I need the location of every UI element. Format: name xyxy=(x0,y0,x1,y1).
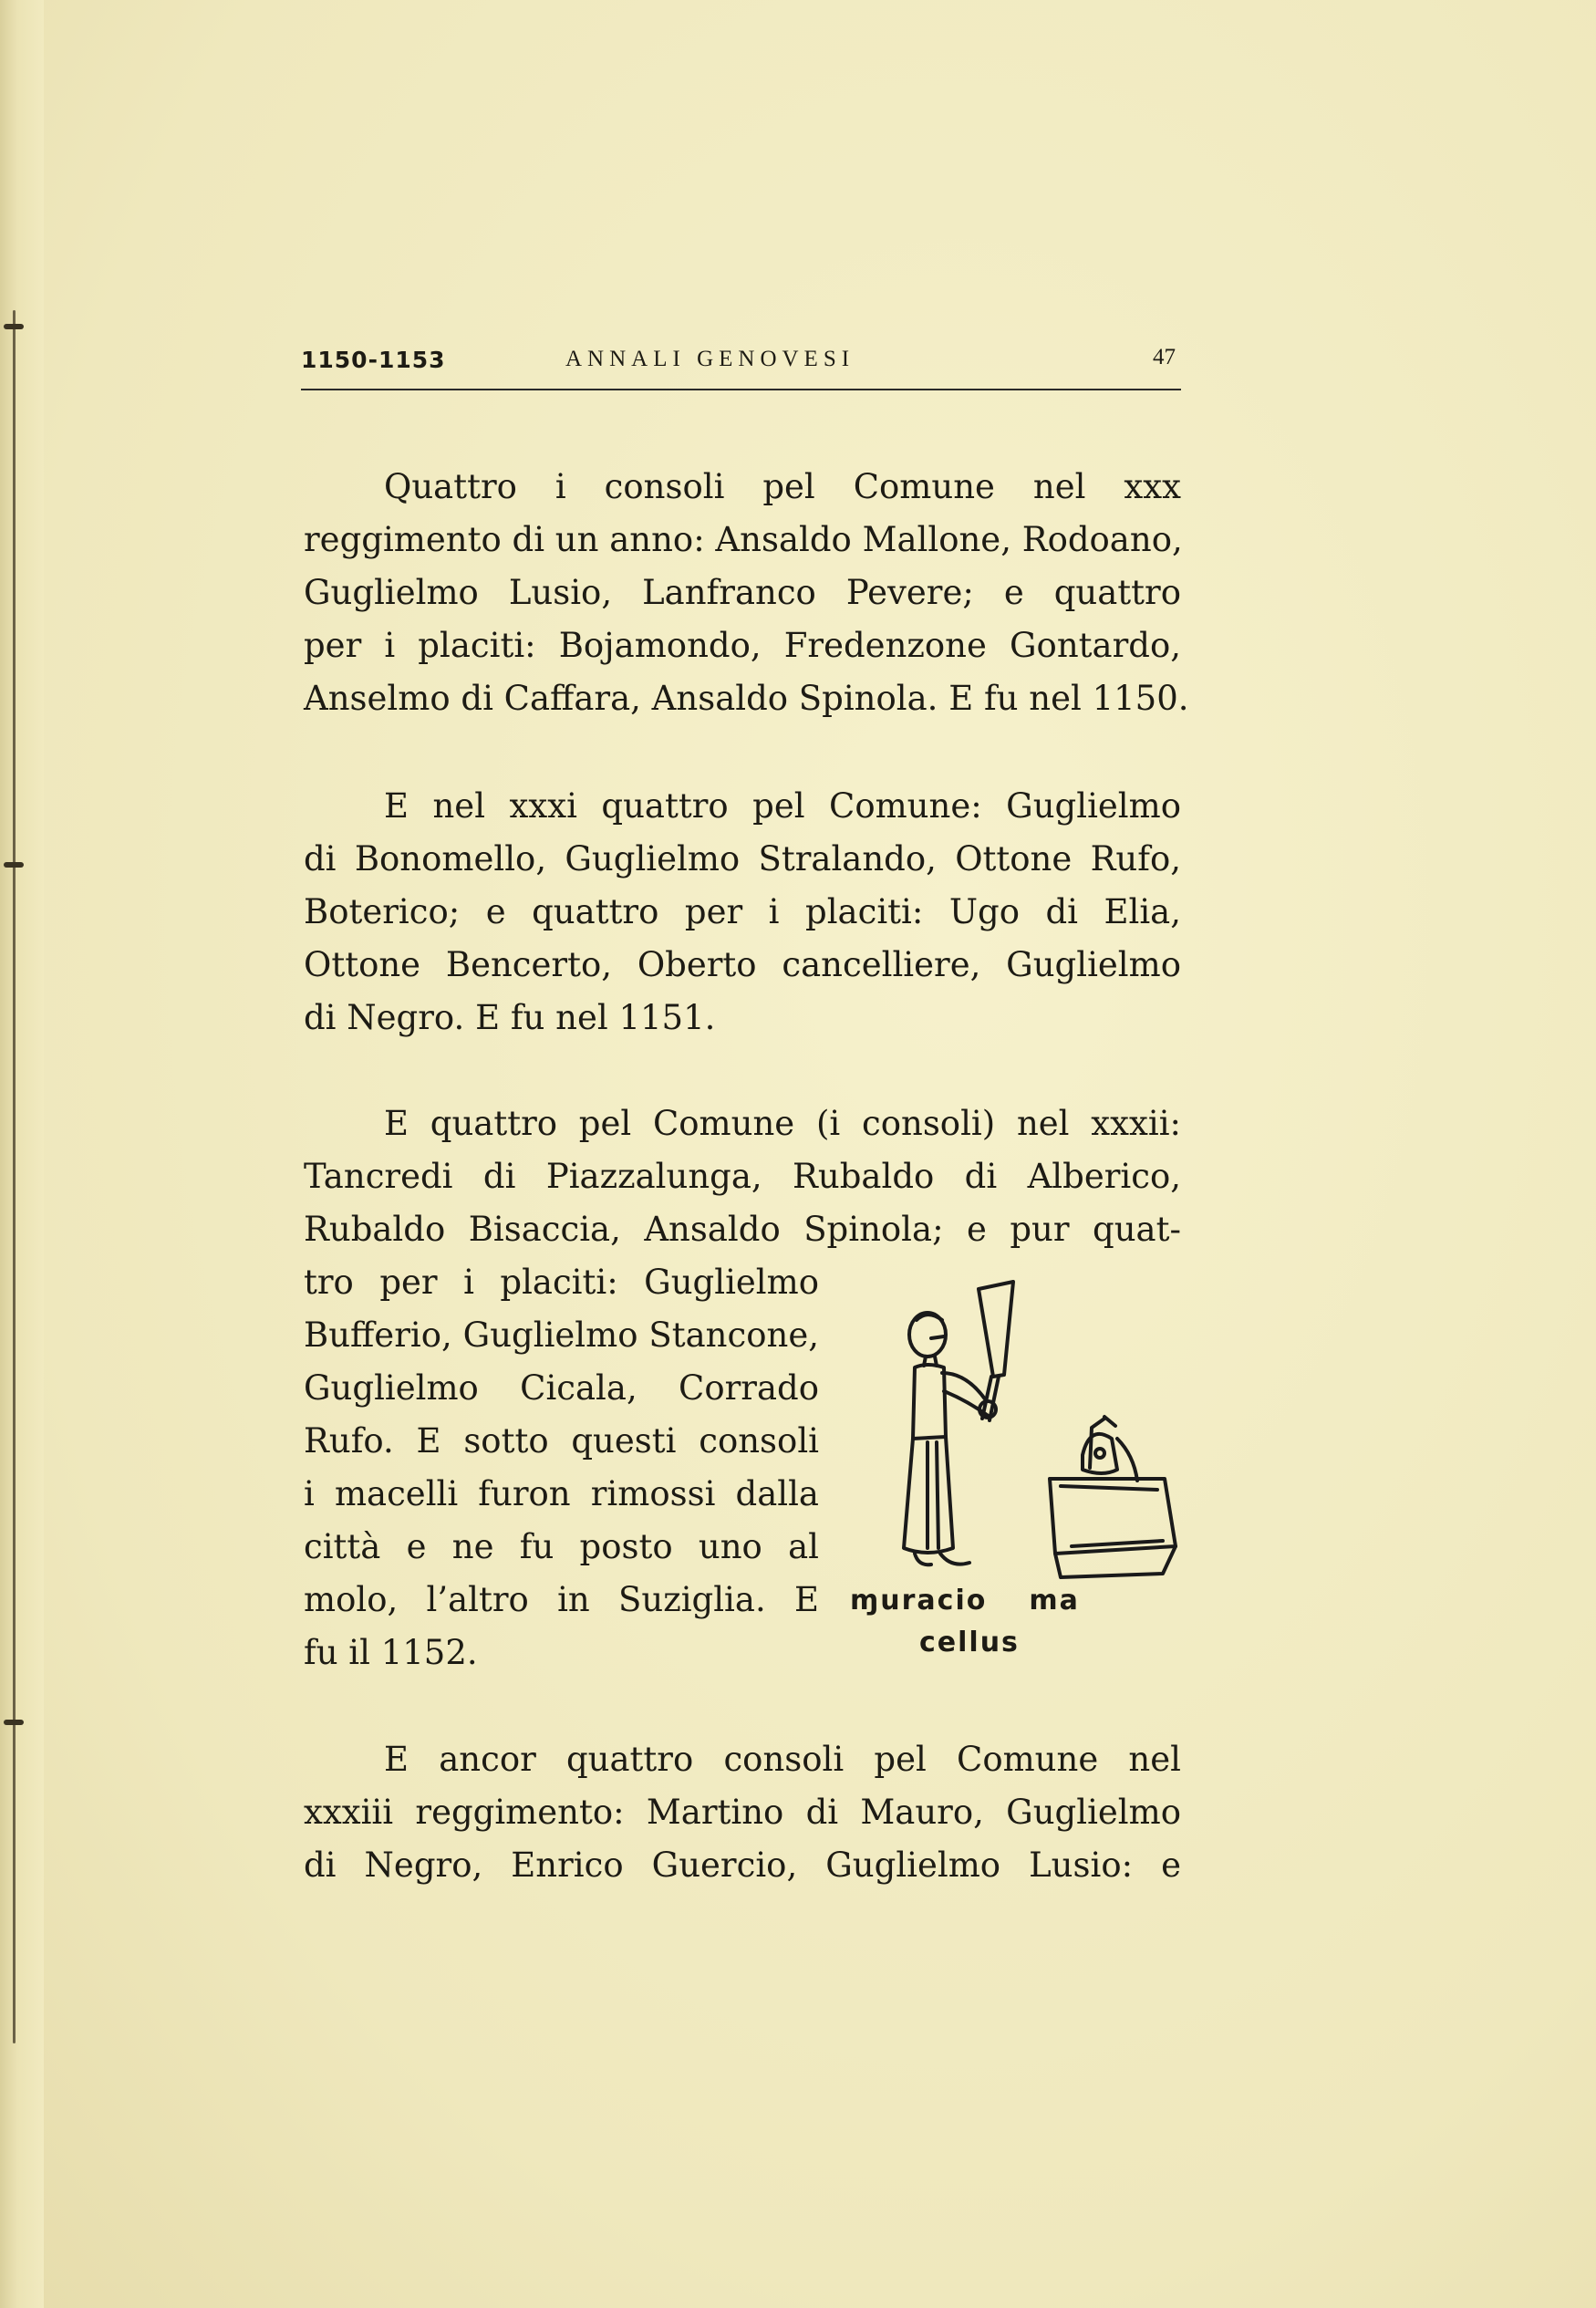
text-line: Boterico; e quattro per i placiti: Ugo di Elia, xyxy=(304,892,1181,931)
text-line: Rufo. E sotto questi consoli xyxy=(304,1421,819,1461)
text-line: di Negro. E fu nel 1151. xyxy=(304,998,716,1037)
running-header xyxy=(301,345,1181,390)
text-line: Bufferio, Guglielmo Stancone, xyxy=(304,1315,819,1355)
cleaver-blade xyxy=(979,1282,1013,1377)
text-line: Anselmo di Caffara, Ansaldo Spinola. E fu nel 1150. xyxy=(304,679,1189,718)
text-line: per i placiti: Bojamondo, Fredenzone Gontardo, xyxy=(304,626,1181,665)
binding-knot xyxy=(4,862,24,868)
binding-knot xyxy=(4,1720,24,1725)
header-years: 1150-1153 xyxy=(301,347,446,373)
paragraph-3 xyxy=(304,1097,1181,1256)
page-number: 47 xyxy=(1153,345,1176,369)
paragraph-1 xyxy=(304,461,1189,725)
caption-word-muracio: ɱuracio xyxy=(850,1585,988,1617)
text-line: città e ne fu posto uno al xyxy=(304,1527,819,1566)
butcher-torso xyxy=(913,1365,946,1439)
illustration-caption-line1 xyxy=(850,1585,1080,1617)
paragraph-3-narrow xyxy=(304,1256,819,1679)
text-line: Guglielmo Lusio, Lanfranco Pevere; e quattro xyxy=(304,573,1181,612)
text-line: E ancor quattro consoli pel Comune nel xyxy=(384,1740,1181,1779)
butcher-with-cleaver-icon xyxy=(844,1263,1190,1683)
binding-thread xyxy=(13,310,16,2043)
text-line: molo, l’altro in Suziglia. E xyxy=(304,1580,819,1619)
text-line: Guglielmo Cicala, Corrado xyxy=(304,1368,819,1408)
illustration-caption-line2: cellus xyxy=(919,1627,1020,1658)
text-line: Ottone Bencerto, Oberto cancelliere, Guglielmo xyxy=(304,945,1181,984)
paragraph-4 xyxy=(304,1733,1181,1892)
text-line: Quattro i consoli pel Comune nel xxx xyxy=(384,467,1181,506)
text-line: tro per i placiti: Guglielmo xyxy=(304,1263,819,1302)
text-line: Rubaldo Bisaccia, Ansaldo Spinola; e pur quat- xyxy=(304,1210,1181,1249)
text-line: i macelli furon rimossi dalla xyxy=(304,1474,819,1513)
text-line: E nel xxxi quattro pel Comune: Guglielmo xyxy=(384,786,1181,826)
hanging-meat xyxy=(1083,1434,1117,1473)
text-line: reggimento di un anno: Ansaldo Mallone, Rodoano, xyxy=(304,520,1183,559)
header-title: ANNALI GENOVESI xyxy=(565,347,855,371)
text-line: Tancredi di Piazzalunga, Rubaldo di Alberico, xyxy=(304,1157,1181,1196)
binding-knot xyxy=(4,324,24,329)
caption-word-ma: ma xyxy=(1029,1585,1080,1617)
text-line: xxxiii reggimento: Martino di Mauro, Guglielmo xyxy=(304,1793,1181,1832)
text-line: di Bonomello, Guglielmo Stralando, Ottone Rufo, xyxy=(304,839,1181,878)
text-line: fu il 1152. xyxy=(304,1633,478,1672)
page-binding xyxy=(0,0,44,2308)
text-line: E quattro pel Comune (i consoli) nel xxxii: xyxy=(384,1104,1181,1143)
paragraph-2 xyxy=(304,780,1181,1045)
text-line: di Negro, Enrico Guercio, Guglielmo Lusio: e xyxy=(304,1845,1181,1885)
